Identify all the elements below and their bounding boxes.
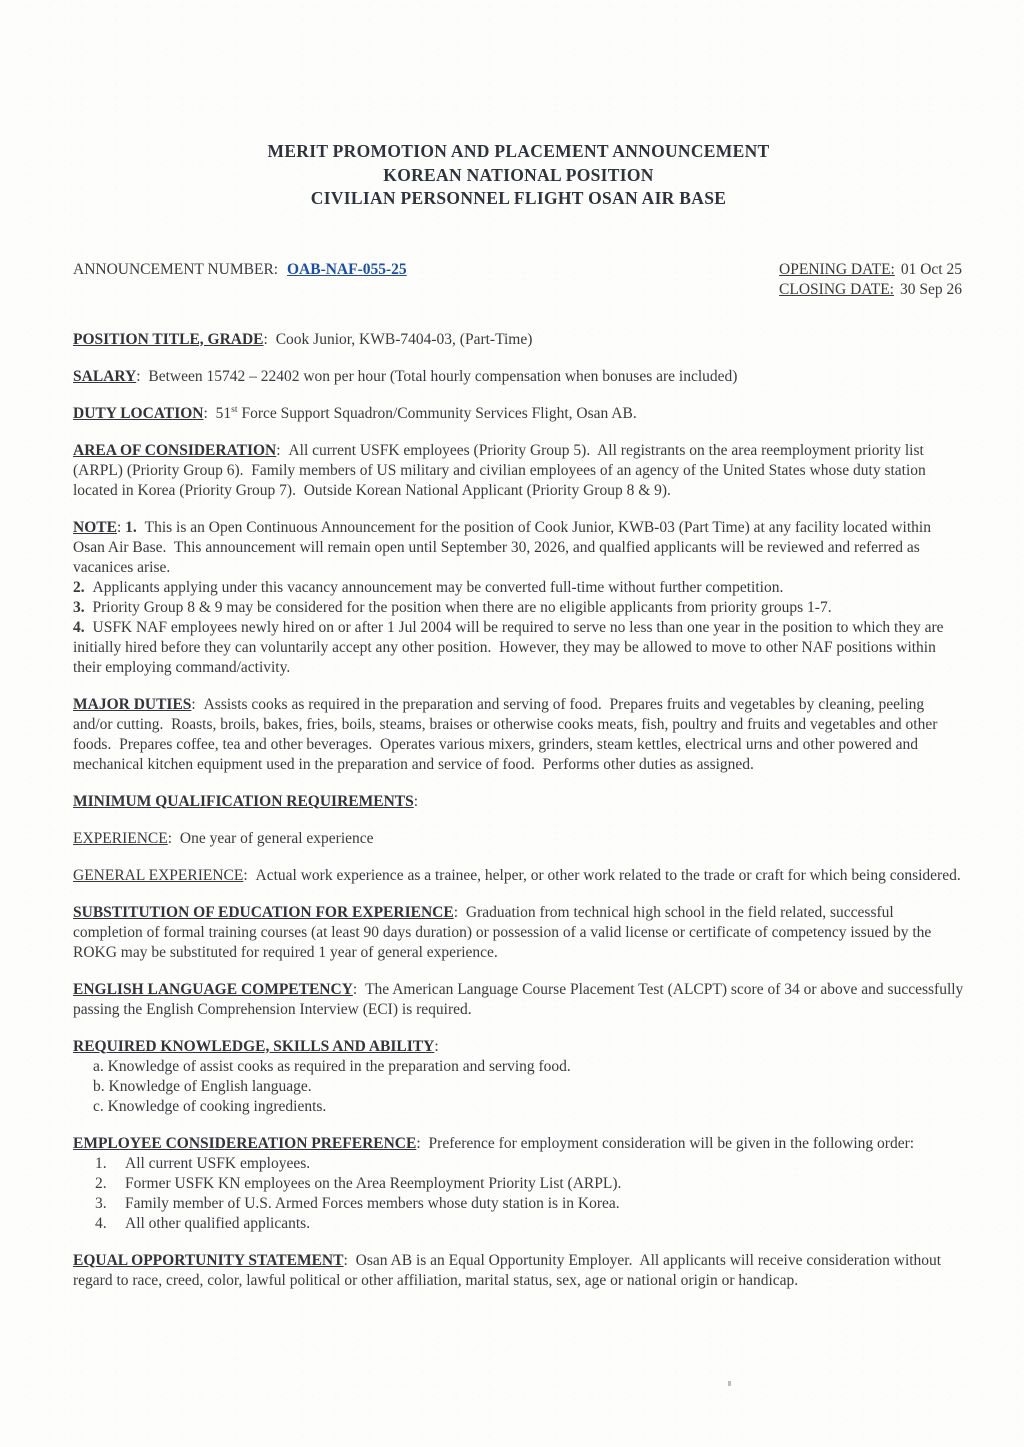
section-ksa xyxy=(73,1037,964,1057)
equal-opportunity-heading: EQUAL OPPORTUNITY STATEMENT xyxy=(73,1251,344,1269)
section-duty-location xyxy=(73,404,964,424)
preference-item-1-text: All current USFK employees. xyxy=(125,1154,311,1172)
area-text: All current USFK employees (Priority Group 5). All registrants on the area reemployment priority list (ARPL) (Priority Group 6). Family members of US military and civilian employees of an agency of the United States whose duty station located in Korea (Priority Group 7). Outside Korean National Applicant (Priority Group 8 & 9). xyxy=(73,441,930,499)
note-item-3-text: Priority Group 8 & 9 may be considered for the position when there are no eligible applicants from priority groups 1-7. xyxy=(92,598,832,616)
section-general-experience xyxy=(73,866,964,886)
preference-intro: Preference for employment consideration will be given in the following order: xyxy=(428,1134,915,1152)
note-item-2-number: 2. xyxy=(73,578,85,596)
colon: : xyxy=(263,330,268,348)
note-item-3-number: 3. xyxy=(73,598,85,616)
note-item-4-number: 4. xyxy=(73,618,85,636)
announcement-header xyxy=(73,260,964,300)
preference-item-1 xyxy=(95,1154,964,1174)
section-major-duties xyxy=(73,695,964,775)
note-item-2 xyxy=(73,578,964,598)
experience-text: One year of general experience xyxy=(179,829,374,847)
colon: : xyxy=(343,1251,348,1269)
duty-location-number: 51 xyxy=(215,404,232,422)
section-position-title xyxy=(73,330,964,350)
title-line-3: CIVILIAN PERSONNEL FLIGHT OSAN AIR BASE xyxy=(310,188,727,208)
ksa-item-b: b. Knowledge of English language. xyxy=(93,1077,312,1095)
closing-date-value: 30 Sep 26 xyxy=(900,280,962,298)
major-duties-text: Assists cooks as required in the preparation and serving of food. Prepares fruits and vegetables by cleaning, peeling and/or cutting. Roasts, broils, bakes, fries, boils, steams, braises or otherwise cooks meats, fish, poultry and fruits and vegetables and other foods. Prepares coffee, tea and other beverages. Operates various mixers, grinders, steam kettles, electrical urns and other powered and mechanical kitchen equipment used in the preparation and service of food. Performs other duties as assigned. xyxy=(73,695,942,773)
position-title-heading: POSITION TITLE, GRADE xyxy=(73,330,264,348)
duty-location-text: Force Support Squadron/Community Services Flight, Osan AB. xyxy=(237,404,637,422)
note-item-4-text: USFK NAF employees newly hired on or after 1 Jul 2004 will be required to serve no less than one year in the position to which they are initially hired before they can voluntarily accept any other position. However, they may be allowed to move to other NAF positions within their employing command/activity. xyxy=(73,618,948,676)
section-experience xyxy=(73,829,964,849)
general-experience-text: Actual work experience as a trainee, helper, or other work related to the trade or craft for which being considered. xyxy=(255,866,961,884)
minimum-qualification-heading: MINIMUM QUALIFICATION REQUIREMENTS xyxy=(73,792,414,810)
colon: : xyxy=(453,903,458,921)
salary-text: Between 15742 – 22402 won per hour (Total hourly compensation when bonuses are included) xyxy=(148,367,738,385)
preference-item-3-text: Family member of U.S. Armed Forces members whose duty station is in Korea. xyxy=(125,1194,620,1212)
ksa-item-c: c. Knowledge of cooking ingredients. xyxy=(93,1097,327,1115)
colon: : xyxy=(167,829,173,847)
colon: : xyxy=(273,260,279,278)
title-line-1: MERIT PROMOTION AND PLACEMENT ANNOUNCEMENT xyxy=(267,141,770,161)
announcement-number-line xyxy=(73,260,407,300)
announcement-number-label: ANNOUNCEMENT NUMBER xyxy=(73,260,274,278)
colon: : xyxy=(191,695,196,713)
colon: : xyxy=(413,792,419,810)
position-title-text: Cook Junior, KWB-7404-03, (Part-Time) xyxy=(275,330,533,348)
preference-item-2-text: Former USFK KN employees on the Area Reemployment Priority List (ARPL). xyxy=(125,1174,622,1192)
equal-opportunity-text: Osan AB is an Equal Opportunity Employer. All applicants will receive consideration without regard to race, creed, color, lawful political or other affiliation, marital status, sex, age or national origin or handicap. xyxy=(73,1251,945,1289)
major-duties-heading: MAJOR DUTIES xyxy=(73,695,192,713)
english-competency-heading: ENGLISH LANGUAGE COMPETENCY xyxy=(73,980,353,998)
note-item-2-text: Applicants applying under this vacancy announcement may be converted full-time without further competition. xyxy=(92,578,784,596)
area-heading: AREA OF CONSIDERATION xyxy=(73,441,277,459)
section-preference xyxy=(73,1134,964,1154)
section-equal-opportunity xyxy=(73,1251,964,1291)
preference-item-2 xyxy=(95,1174,964,1194)
general-experience-heading: GENERAL EXPERIENCE xyxy=(73,866,244,884)
colon: : xyxy=(434,1037,439,1055)
english-competency-text: The American Language Course Placement Test (ALCPT) score of 34 or above and successfully passing the English Comprehension Interview (ECI) is required. xyxy=(73,980,968,1018)
preference-item-3-number: 3. xyxy=(95,1194,107,1212)
closing-date-label: CLOSING DATE: xyxy=(779,280,894,298)
note-heading: NOTE xyxy=(73,518,117,536)
preference-list xyxy=(73,1154,964,1234)
preference-heading: EMPLOYEE CONSIDEREATION PREFERENCE xyxy=(73,1134,417,1152)
section-salary xyxy=(73,367,964,387)
colon: : xyxy=(136,367,141,385)
ordinal-superscript: st xyxy=(231,403,238,415)
colon: : xyxy=(243,866,248,884)
note-item-1-number: 1. xyxy=(125,518,137,536)
preference-item-3 xyxy=(95,1194,964,1214)
ksa-item-a: a. Knowledge of assist cooks as required in the preparation and serving food. xyxy=(93,1057,571,1075)
preference-item-1-number: 1. xyxy=(95,1154,107,1172)
colon: : xyxy=(203,404,208,422)
section-minimum-qualification xyxy=(73,792,964,812)
opening-date-line xyxy=(779,260,962,280)
substitution-text: Graduation from technical high school in the field related, successful completion of formal training courses (at least 90 days duration) or possession of a valid license or certificate of competency issued by the ROKG may be substituted for required 1 year of general experience. xyxy=(73,903,936,961)
closing-date-line xyxy=(779,280,962,300)
section-area-of-consideration xyxy=(73,441,964,501)
document-title xyxy=(73,140,964,211)
substitution-heading: SUBSTITUTION OF EDUCATION FOR EXPERIENCE xyxy=(73,903,454,921)
preference-item-4-text: All other qualified applicants. xyxy=(125,1214,311,1232)
colon: : xyxy=(416,1134,421,1152)
ksa-heading: REQUIRED KNOWLEDGE, SKILLS AND ABILITY xyxy=(73,1037,435,1055)
announcement-number-link[interactable]: OAB-NAF-055-25 xyxy=(286,260,407,278)
preference-item-4-number: 4. xyxy=(95,1214,107,1232)
section-english-competency xyxy=(73,980,968,1020)
colon: : xyxy=(352,980,358,998)
colon: : xyxy=(276,441,281,459)
section-substitution xyxy=(73,903,964,963)
preference-item-2-number: 2. xyxy=(95,1174,107,1192)
note-item-1-text: This is an Open Continuous Announcement for the position of Cook Junior, KWB-03 (Part Time) at any facility located within Osan Air Base. This announcement will remain open until September 30, 2026, and qualfied applicants will be reviewed and referred as vacanices arise. xyxy=(73,518,935,576)
note-item-3 xyxy=(73,598,964,618)
opening-date-label: OPENING DATE: xyxy=(779,260,895,278)
scan-artifact-speck xyxy=(728,1381,731,1386)
title-line-2: KOREAN NATIONAL POSITION xyxy=(383,164,654,185)
salary-heading: SALARY xyxy=(73,367,137,385)
ksa-list xyxy=(73,1057,964,1117)
opening-date-value: 01 Oct 25 xyxy=(900,260,962,278)
colon: : xyxy=(116,518,122,536)
experience-heading: EXPERIENCE xyxy=(73,829,168,847)
preference-item-4 xyxy=(95,1214,964,1234)
section-note xyxy=(73,518,964,578)
note-item-4 xyxy=(73,618,964,678)
dates-block xyxy=(779,260,964,300)
duty-location-heading: DUTY LOCATION xyxy=(73,404,204,422)
